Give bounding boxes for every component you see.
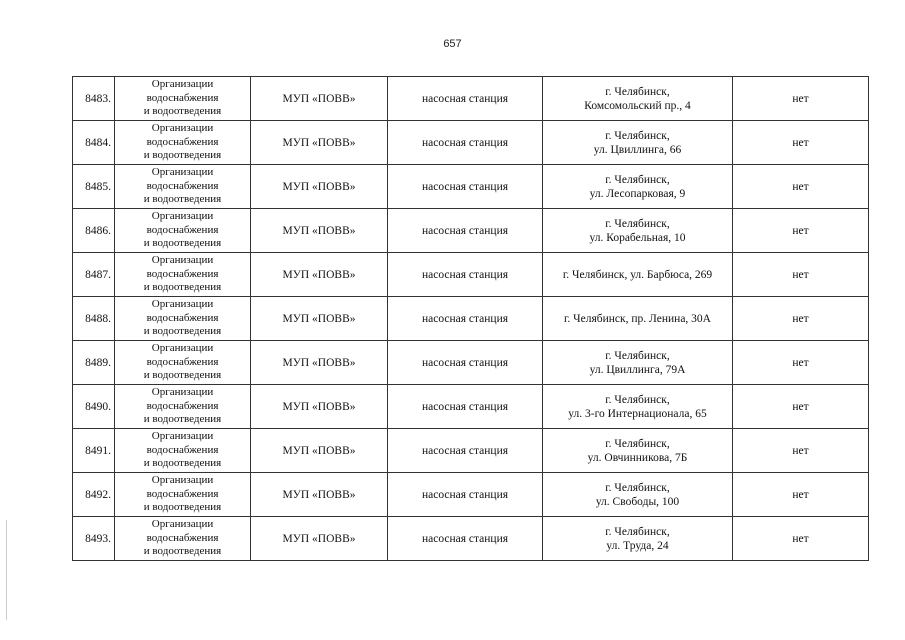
owner-cell: МУП «ПОВВ» xyxy=(251,165,388,209)
organization-type-cell xyxy=(115,165,251,209)
address-cell xyxy=(543,429,733,473)
status-cell: нет xyxy=(733,165,869,209)
cell-line: г. Челябинск, xyxy=(605,481,670,494)
cell-line: водоснабжения xyxy=(146,355,219,368)
status-cell: нет xyxy=(733,297,869,341)
cell-line: и водоотведения xyxy=(143,501,222,514)
row-number-cell: 8485. xyxy=(73,165,115,209)
object-type-cell: насосная станция xyxy=(388,341,543,385)
cell-line: г. Челябинск, xyxy=(605,85,670,98)
cell-line: и водоотведения xyxy=(143,545,222,558)
object-type-cell: насосная станция xyxy=(388,429,543,473)
organization-type-cell xyxy=(115,429,251,473)
status-cell: нет xyxy=(733,121,869,165)
row-number-cell: 8486. xyxy=(73,209,115,253)
status-cell: нет xyxy=(733,77,869,121)
row-number-cell: 8489. xyxy=(73,341,115,385)
table-row xyxy=(73,517,869,561)
cell-line: и водоотведения xyxy=(143,193,222,206)
object-type-cell: насосная станция xyxy=(388,209,543,253)
cell-line: и водоотведения xyxy=(143,149,222,162)
cell-line: г. Челябинск, xyxy=(605,437,670,450)
cell-line: водоснабжения xyxy=(146,443,219,456)
cell-line: Организации xyxy=(151,386,214,399)
organization-type-cell xyxy=(115,209,251,253)
row-number-cell: 8483. xyxy=(73,77,115,121)
cell-line: водоснабжения xyxy=(146,223,219,236)
address-cell xyxy=(543,121,733,165)
row-number-cell: 8491. xyxy=(73,429,115,473)
cell-line: Организации xyxy=(151,430,214,443)
cell-line: водоснабжения xyxy=(146,399,219,412)
owner-cell: МУП «ПОВВ» xyxy=(251,297,388,341)
row-number-cell: 8488. xyxy=(73,297,115,341)
owner-cell: МУП «ПОВВ» xyxy=(251,209,388,253)
row-number-cell: 8484. xyxy=(73,121,115,165)
row-number-cell: 8487. xyxy=(73,253,115,297)
cell-line: г. Челябинск, пр. Ленина, 30А xyxy=(564,312,711,325)
object-type-cell: насосная станция xyxy=(388,473,543,517)
cell-line: и водоотведения xyxy=(143,281,222,294)
cell-line: и водоотведения xyxy=(143,413,222,426)
owner-cell: МУП «ПОВВ» xyxy=(251,341,388,385)
cell-line: ул. Овчинникова, 7Б xyxy=(587,451,688,464)
table-row xyxy=(73,297,869,341)
table-row xyxy=(73,209,869,253)
cell-line: Организации xyxy=(151,78,214,91)
row-number-cell: 8490. xyxy=(73,385,115,429)
status-cell: нет xyxy=(733,253,869,297)
organization-type-cell xyxy=(115,121,251,165)
cell-line: и водоотведения xyxy=(143,237,222,250)
registry-table xyxy=(72,76,869,561)
object-type-cell: насосная станция xyxy=(388,165,543,209)
cell-line: и водоотведения xyxy=(143,369,222,382)
row-number-cell: 8493. xyxy=(73,517,115,561)
owner-cell: МУП «ПОВВ» xyxy=(251,473,388,517)
cell-line: г. Челябинск, xyxy=(605,173,670,186)
address-cell xyxy=(543,297,733,341)
cell-line: ул. Труда, 24 xyxy=(606,539,669,552)
cell-line: Организации xyxy=(151,474,214,487)
cell-line: водоснабжения xyxy=(146,91,219,104)
table-row xyxy=(73,165,869,209)
owner-cell: МУП «ПОВВ» xyxy=(251,77,388,121)
cell-line: г. Челябинск, xyxy=(605,393,670,406)
table-row xyxy=(73,429,869,473)
table-row xyxy=(73,341,869,385)
cell-line: водоснабжения xyxy=(146,487,219,500)
cell-line: водоснабжения xyxy=(146,179,219,192)
organization-type-cell xyxy=(115,517,251,561)
owner-cell: МУП «ПОВВ» xyxy=(251,385,388,429)
table-row xyxy=(73,473,869,517)
object-type-cell: насосная станция xyxy=(388,385,543,429)
cell-line: Организации xyxy=(151,166,214,179)
organization-type-cell xyxy=(115,253,251,297)
status-cell: нет xyxy=(733,341,869,385)
cell-line: г. Челябинск, xyxy=(605,525,670,538)
owner-cell: МУП «ПОВВ» xyxy=(251,121,388,165)
cell-line: ул. Цвиллинга, 79А xyxy=(589,363,686,376)
status-cell: нет xyxy=(733,385,869,429)
table-row xyxy=(73,121,869,165)
table-body xyxy=(73,77,869,561)
address-cell xyxy=(543,253,733,297)
cell-line: ул. Корабельная, 10 xyxy=(589,231,686,244)
cell-line: г. Челябинск, xyxy=(605,129,670,142)
cell-line: водоснабжения xyxy=(146,531,219,544)
cell-line: г. Челябинск, ул. Барбюса, 269 xyxy=(562,268,713,281)
owner-cell: МУП «ПОВВ» xyxy=(251,429,388,473)
cell-line: Комсомольский пр., 4 xyxy=(584,99,691,112)
cell-line: ул. Цвиллинга, 66 xyxy=(593,143,682,156)
registry-table-container xyxy=(72,76,868,561)
cell-line: ул. Свободы, 100 xyxy=(595,495,680,508)
cell-line: Организации xyxy=(151,342,214,355)
address-cell xyxy=(543,209,733,253)
address-cell xyxy=(543,165,733,209)
table-row xyxy=(73,253,869,297)
object-type-cell: насосная станция xyxy=(388,517,543,561)
cell-line: Организации xyxy=(151,518,214,531)
cell-line: Организации xyxy=(151,210,214,223)
table-row xyxy=(73,77,869,121)
organization-type-cell xyxy=(115,77,251,121)
cell-line: Организации xyxy=(151,298,214,311)
status-cell: нет xyxy=(733,517,869,561)
cell-line: и водоотведения xyxy=(143,457,222,470)
owner-cell: МУП «ПОВВ» xyxy=(251,253,388,297)
row-number-cell: 8492. xyxy=(73,473,115,517)
address-cell xyxy=(543,473,733,517)
status-cell: нет xyxy=(733,473,869,517)
cell-line: г. Челябинск, xyxy=(605,217,670,230)
object-type-cell: насосная станция xyxy=(388,121,543,165)
status-cell: нет xyxy=(733,209,869,253)
organization-type-cell xyxy=(115,473,251,517)
organization-type-cell xyxy=(115,297,251,341)
address-cell xyxy=(543,341,733,385)
cell-line: и водоотведения xyxy=(143,325,222,338)
cell-line: Организации xyxy=(151,122,214,135)
cell-line: Организации xyxy=(151,254,214,267)
cell-line: г. Челябинск, xyxy=(605,349,670,362)
cell-line: водоснабжения xyxy=(146,135,219,148)
address-cell xyxy=(543,385,733,429)
address-cell xyxy=(543,517,733,561)
status-cell: нет xyxy=(733,429,869,473)
cell-line: водоснабжения xyxy=(146,311,219,324)
object-type-cell: насосная станция xyxy=(388,297,543,341)
owner-cell: МУП «ПОВВ» xyxy=(251,517,388,561)
table-row xyxy=(73,385,869,429)
object-type-cell: насосная станция xyxy=(388,253,543,297)
organization-type-cell xyxy=(115,385,251,429)
organization-type-cell xyxy=(115,341,251,385)
cell-line: водоснабжения xyxy=(146,267,219,280)
scan-edge-mark xyxy=(6,520,7,620)
cell-line: и водоотведения xyxy=(143,105,222,118)
cell-line: ул. Лесопарковая, 9 xyxy=(589,187,686,200)
page-number: 657 xyxy=(443,38,462,50)
address-cell xyxy=(543,77,733,121)
cell-line: ул. 3-го Интернационала, 65 xyxy=(568,407,707,420)
object-type-cell: насосная станция xyxy=(388,77,543,121)
